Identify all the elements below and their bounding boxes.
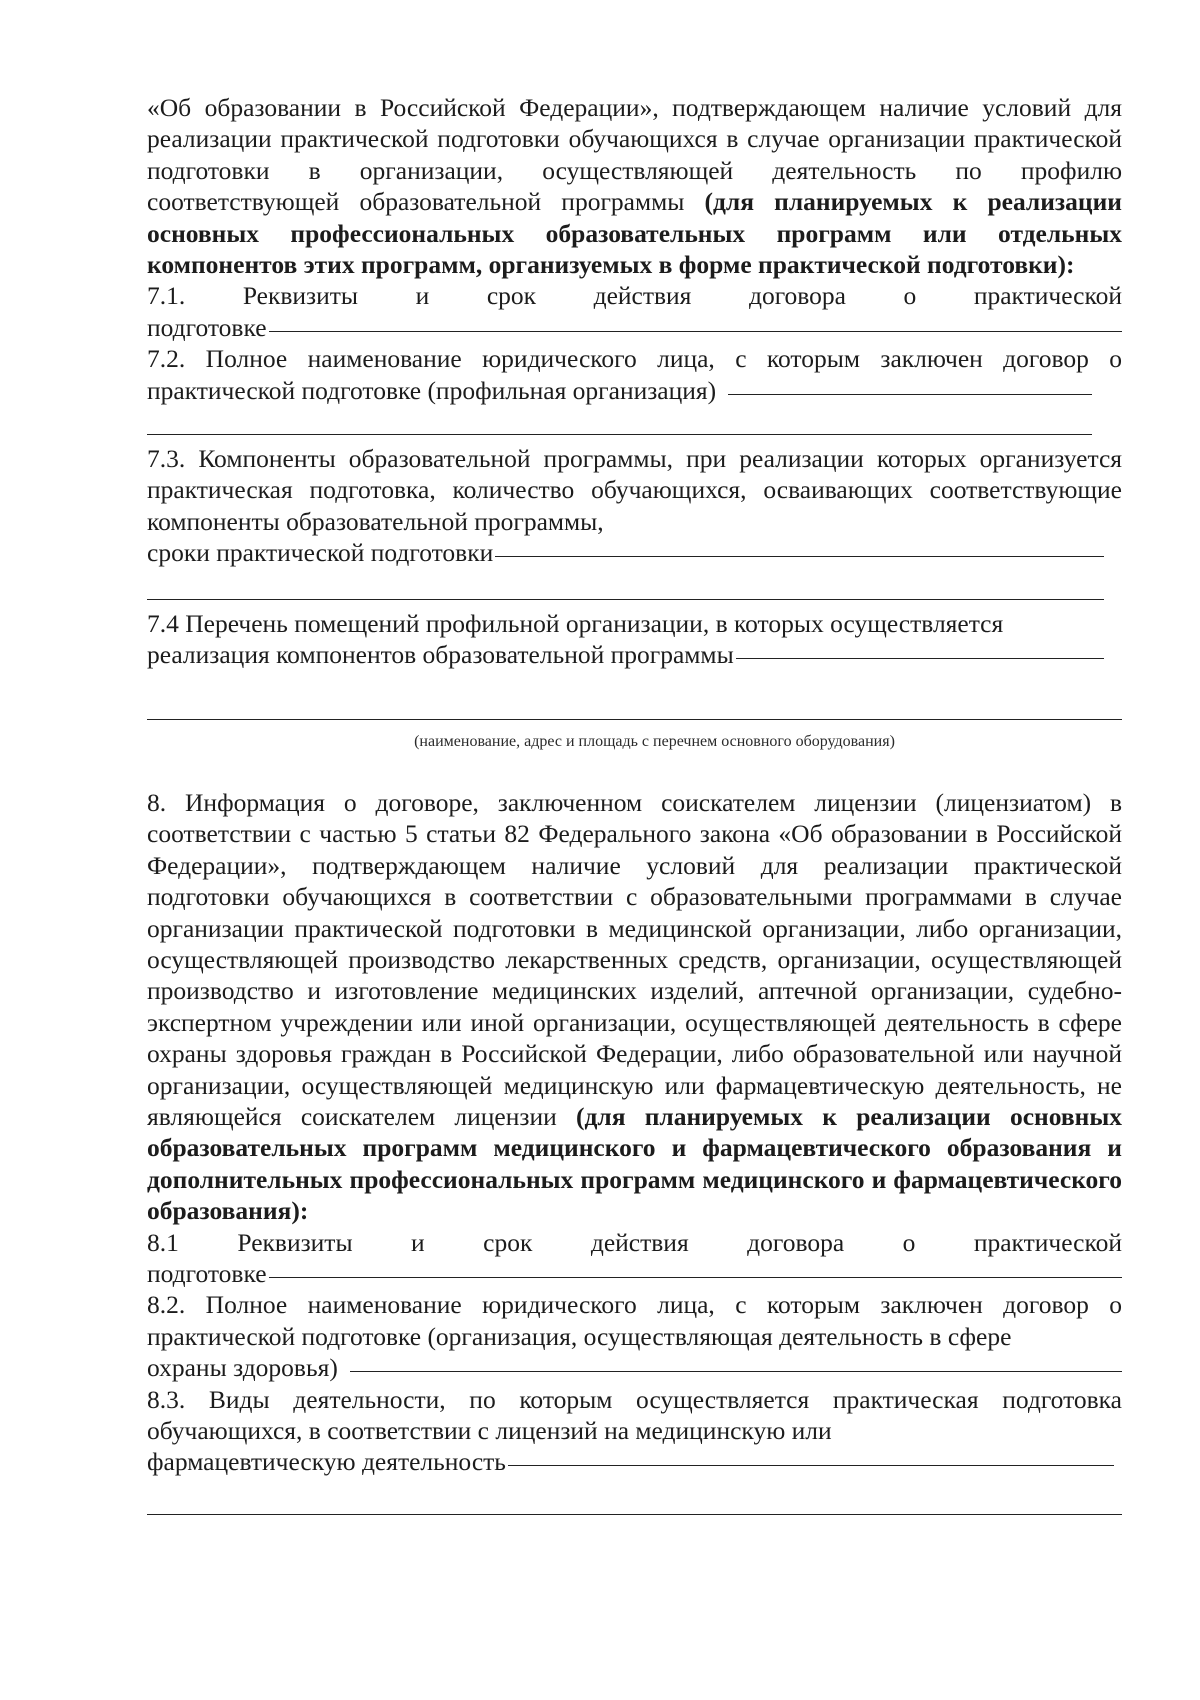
item-7-3-text: 7.3. Компоненты образовательной программы, при реализации которых организуется практическая подготовка, количество обучающихся, осваивающих соответствующие компоненты образовательной программы, [147, 444, 1122, 536]
item-7-2-blank-line-2[interactable] [147, 406, 1092, 435]
item-8-1-line: 8.1 Реквизиты и срок действия договора о практической [147, 1227, 1122, 1257]
item-7-2-tail: практической подготовке (профильная организация) [147, 375, 717, 405]
item-8-1-blank-line[interactable] [269, 1277, 1122, 1278]
item-7-3-blank-line-2[interactable] [147, 569, 1104, 600]
item-7-4-tail: реализация компонентов образовательной программы [147, 640, 734, 670]
item-7-4-blank-line-2[interactable] [147, 671, 1122, 720]
section-8-bold: (для планируемых к реализации основных образовательных программ медицинского и фармацевтического образования и дополнительных профессиональных программ медицинского и фармацевтического образования): [147, 1101, 1122, 1226]
item-8-1-field-row [147, 1258, 1122, 1289]
item-7-1-field-row [147, 312, 1122, 343]
section-7-intro-text: «Об образовании в Российской Федерации», подтверждающем наличие условий для реализации практической подготовки обучающихся в случае организации практической подготовки в организации, осуществляющей деятельность по профилю соответствующей образовательной программы [147, 93, 1122, 217]
item-7-1-tail: подготовке [147, 312, 267, 342]
item-7-4-line: 7.4 Перечень помещений профильной организации, в которых осуществляется [147, 608, 1004, 638]
item-8-2-blank-line[interactable] [350, 1371, 1122, 1372]
item-8-3-blank-line-2[interactable] [147, 1478, 1122, 1515]
item-7-2-blank-line[interactable] [728, 394, 1092, 395]
item-7-2-field-row [147, 375, 1122, 406]
document-body [147, 92, 1122, 1515]
item-7-4-blank-line[interactable] [736, 658, 1104, 659]
item-8-1-tail: подготовке [147, 1259, 267, 1288]
item-8-2-text: 8.2. Полное наименование юридического лица, с которым заключен договор о практической подготовке (организация, осуществляющая деятельность в сфере [147, 1290, 1122, 1351]
item-7-2-line: 7.2. Полное наименование юридического лица, с которым заключен договор о [147, 344, 1122, 374]
item-7-4-field-row [147, 639, 1122, 670]
item-8-3-text: 8.3. Виды деятельности, по которым осуществляется практическая подготовка обучающихся, в соответствии с лицензий на медицинскую или [147, 1384, 1122, 1446]
item-8-2-tail: охраны здоровья) [147, 1353, 338, 1383]
item-8-3-field-row [147, 1446, 1122, 1477]
item-7-1-line: 7.1. Реквизиты и срок действия договора о практической [147, 281, 1122, 311]
section-8-plain: 8. Информация о договоре, заключенном соискателем лицензии (лицензиатом) в соответствии с частью 5 статьи 82 Федерального закона «Об образовании в Российской Федерации», подтверждающем наличие условий для реализации практической подготовки обучающихся в соответствии с образовательными программами в случае организации практической подготовки в медицинской организации, либо организации, осуществляющей производство лекарственных средств, организации, осуществляющей производство и изготовление медицинских изделий, аптечной организации, судебно-экспертном учреждении или иной организации, осуществляющей деятельность в сфере охраны здоровья граждан в Российской Федерации, либо образовательной или научной организации, осуществляющей медицинскую или фармацевтическую деятельность, не являющейся соискателем лицензии [147, 787, 1122, 1131]
section-7-intro-bold: (для планируемых к реализации основных профессиональных образовательных программ или отдельных компонентов этих программ, организуемых в форме практической подготовки): [147, 187, 1122, 280]
item-8-3-tail: фармацевтическую деятельность [147, 1447, 506, 1477]
item-7-3-blank-line[interactable] [495, 556, 1104, 557]
item-7-3-field-row [147, 537, 1122, 568]
item-8-2-field-row [147, 1352, 1122, 1383]
section-8-text [147, 787, 1122, 1227]
item-7-1-blank-line[interactable] [269, 331, 1122, 332]
item-7-4-caption: (наименование, адрес и площадь с перечнем основного оборудования) [414, 732, 895, 750]
section-7-intro [147, 92, 1122, 280]
item-7-3-tail: сроки практической подготовки [147, 538, 494, 568]
item-8-3-blank-line[interactable] [508, 1465, 1114, 1466]
